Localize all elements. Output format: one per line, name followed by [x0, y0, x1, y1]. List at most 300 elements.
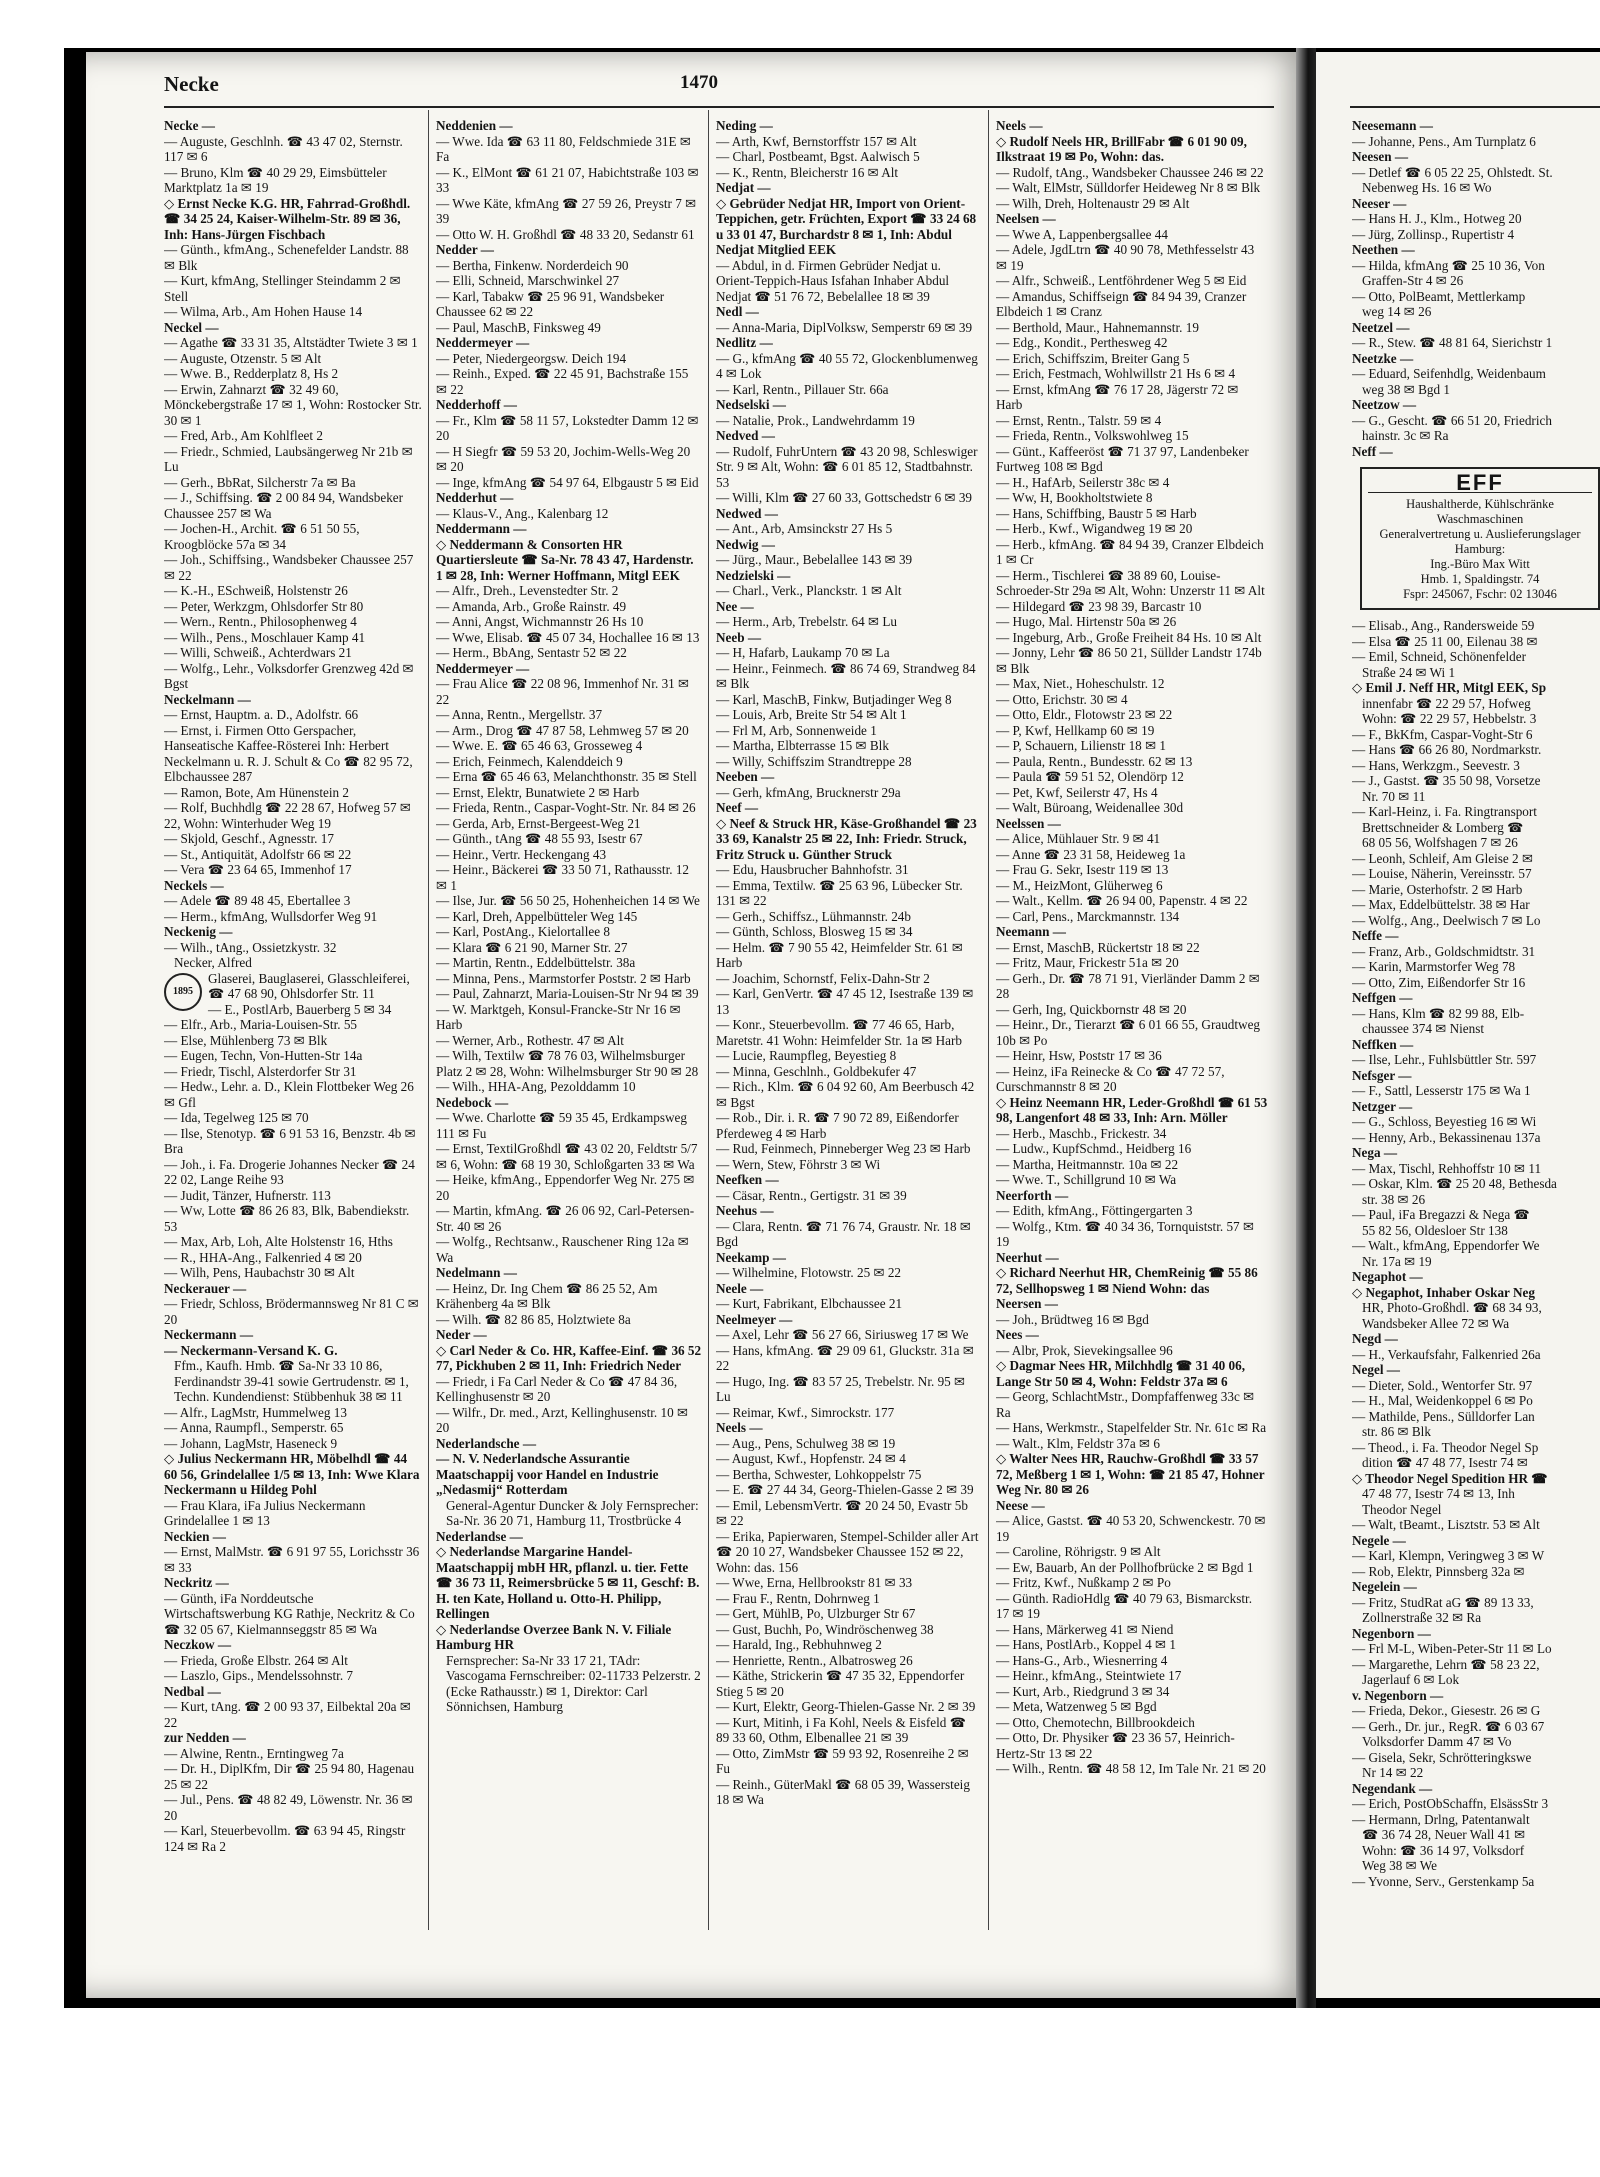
directory-entry: — Mathilde, Pens., Sülldorfer Lan: [1352, 1408, 1535, 1424]
directory-entry: — Wilh., Rentn. ☎ 48 58 12, Im Tale Nr. 21 ✉ 20: [996, 1761, 1266, 1776]
directory-entry: ◇ Ernst Necke K.G. HR, Fahrrad-Großhdl. ☎ 34 25 24, Kaiser-Wilhelm-Str. 89 ✉ 36, Inh: Hans-Jürgen Fischbach: [164, 195, 411, 242]
directory-entry: — Wilma, Arb., Am Hohen Hause 14: [164, 304, 363, 319]
directory-entry: Neckerauer —: [164, 1280, 247, 1296]
directory-entry: — Hans ☎ 66 26 80, Nordmarkstr.: [1352, 742, 1542, 757]
directory-entry: — Helm. ☎ 7 90 55 42, Heimfelder Str. 61 ✉ Harb: [716, 939, 963, 970]
directory-entry: — Herb., kfmAng. ☎ 84 94 39, Cranzer Elbdeich 1 ✉ Cr: [996, 536, 1264, 567]
directory-entry: — Frau G. Sekr, Isestr 119 ✉ 13: [996, 862, 1169, 877]
directory-entry: — Erika, Papierwaren, Stempel-Schilder aller Art ☎ 20 10 27, Wandsbeker Chaussee 152 ✉ 22, Wohn: das. 156: [716, 1528, 979, 1575]
directory-entry: — Henny, Arb., Bekassinenau 137a: [1352, 1129, 1541, 1145]
directory-entry: Negendank —: [1352, 1780, 1433, 1796]
directory-entry: — H., Verkaufsfahr, Falkenried 26a: [1352, 1346, 1541, 1362]
directory-entry: Nee —: [716, 598, 754, 614]
directory-entry: — Karl, PostAng., Kielortallee 8: [436, 924, 610, 939]
directory-entry: Neetzke —: [1352, 350, 1414, 366]
directory-entry: — Ww, Lotte ☎ 86 26 83, Blk, Babendiekstr. 53: [164, 1203, 410, 1234]
directory-entry: — Rich., Klm. ☎ 6 04 92 60, Am Beerbusch 42 ✉ Bgst: [716, 1079, 975, 1110]
directory-entry: — Adele ☎ 89 48 45, Ebertallee 3: [164, 893, 351, 908]
directory-entry: — Günth. RadioHdlg ☎ 40 79 63, Bismarckstr. 17 ✉ 19: [996, 1590, 1252, 1621]
directory-entry: — Max, Eddelbüttelstr. 38 ✉ Har: [1352, 897, 1530, 912]
directory-entry: Neff —: [1352, 443, 1393, 459]
directory-entry: — Max, Niet., Hoheschulstr. 12: [996, 676, 1165, 691]
directory-entry: Glaserei, Bauglaserei, Glasschleiferei, ☎ 47 68 90, Ohlsdorfer Str. 11: [208, 970, 410, 1001]
directory-entry: — Johanne, Pens., Am Turnplatz 6: [1352, 133, 1536, 149]
directory-entry: Negd —: [1352, 1331, 1398, 1346]
directory-entry: — Reinh., GüterMakl ☎ 68 05 39, Wassersteig 18 ✉ Wa: [716, 1776, 970, 1807]
directory-entry: — Walt., Klm, Feldstr 37a ✉ 6: [996, 1435, 1160, 1451]
directory-entry: — Friedr, Tischl, Alsterdorfer Str 31: [164, 1063, 357, 1079]
directory-entry: Wohn: ☎ 22 29 57, Hebbelstr. 3: [1362, 711, 1537, 726]
directory-entry: — Frieda, Rentn., Volkswohlweg 15: [996, 428, 1189, 443]
directory-entry: ◇ Heinz Neemann HR, Leder-Großhdl ☎ 61 53 98, Langenfort 48 ✉ 33, Inh: Arn. Möller: [996, 1094, 1268, 1125]
directory-entry: — Frieda, Große Elbstr. 264 ✉ Alt: [164, 1652, 348, 1668]
directory-entry: Nr 14 ✉ 22: [1362, 1765, 1424, 1780]
directory-entry: Neeser —: [1352, 195, 1407, 211]
ad-line: Haushaltherde, Kühlschränke: [1406, 497, 1554, 511]
directory-entry: — Friedr., Schmied, Laubsängerweg Nr 21b ✉ Lu: [164, 443, 413, 474]
directory-entry: — Jul., Pens. ☎ 48 82 49, Löwenstr. Nr. 36 ✉ 20: [164, 1792, 413, 1823]
directory-entry: — G., Gescht. ☎ 66 51 20, Friedrich: [1352, 412, 1552, 428]
directory-entry: — F., BkKfm, Caspar-Voght-Str 6: [1352, 726, 1533, 742]
directory-entry: — Wolfg., Ang., Deelwisch 7 ✉ Lo: [1352, 912, 1541, 928]
directory-entry: — Charl., Verk., Planckstr. 1 ✉ Alt: [716, 583, 902, 598]
directory-entry: ◇ Rudolf Neels HR, BrillFabr ☎ 6 01 90 09, Ilkstraat 19 ✉ Po, Wohn: das.: [996, 133, 1247, 164]
directory-entry: — Vera ☎ 23 64 65, Immenhof 17: [164, 862, 352, 877]
directory-entry: innenfabr ☎ 22 29 57, Hofweg: [1362, 695, 1531, 711]
directory-entry: — Hans, Schiffbing, Baustr 5 ✉ Harb: [996, 505, 1197, 521]
directory-entry: Nr. 17a ✉ 19: [1362, 1253, 1432, 1269]
directory-entry: General-Agentur Duncker & Joly Fernsprecher: Sa-Nr. 36 20 71, Hamburg 11, Trostbrücke 4: [446, 1497, 699, 1528]
directory-entry: — Bruno, Klm ☎ 40 29 29, Eimsbütteler Marktplatz 1a ✉ 19: [164, 164, 387, 195]
directory-entry: — E. ☎ 27 44 34, Georg-Thielen-Gasse 2 ✉ 39: [716, 1482, 974, 1497]
directory-entry: Neddermeyer —: [436, 335, 530, 350]
directory-column-2: [436, 118, 702, 1938]
directory-entry: — Arth, Kwf, Bernstorffstr 157 ✉ Alt: [716, 133, 917, 149]
directory-entry: — Fred, Arb., Am Kohlfleet 2: [164, 428, 323, 443]
directory-entry: — Judit, Tänzer, Hufnerstr. 113: [164, 1187, 331, 1203]
directory-entry: — G., Schloss, Beyestieg 16 ✉ Wi: [1352, 1114, 1537, 1129]
directory-entry: — Emil, LebensmVertr. ☎ 20 24 50, Evastr 5b ✉ 22: [716, 1497, 968, 1528]
directory-entry: — Heinz, iFa Reinecke & Co ☎ 47 72 57, Curschmannstr 8 ✉ 20: [996, 1063, 1225, 1094]
directory-entry: ☎ 36 74 28, Neuer Wall 41 ✉: [1362, 1827, 1526, 1842]
book-gutter: [1296, 48, 1316, 2008]
brand-logo: EFF: [1368, 475, 1592, 493]
directory-entry: — Walt., kfmAng, Eppendorfer We: [1352, 1238, 1540, 1253]
directory-entry: — Otto, Dr. Physiker ☎ 23 36 57, Heinrich-Hertz-Str 13 ✉ 22: [996, 1730, 1235, 1761]
directory-entry: — Joh., Brüdtweg 16 ✉ Bgd: [996, 1311, 1149, 1327]
directory-entry: — Günth, iFa Norddeutsche Wirtschaftswerbung KG Rathje, Neckritz & Co ☎ 32 05 67, Kielmannseggstr 85 ✉ Wa: [164, 1590, 415, 1637]
directory-entry: Neczkow —: [164, 1637, 232, 1652]
directory-entry: Neef —: [716, 800, 759, 815]
directory-entry: ◇ Dagmar Nees HR, Milchhdlg ☎ 31 40 06, Lange Str 50 ✉ 4, Wohn: Feldstr 37a ✉ 6: [996, 1358, 1246, 1389]
directory-entry: — Erwin, Zahnarzt ☎ 32 49 60, Mönckebergstraße 17 ✉ 1, Wohn: Rostocker Str. 30 ✉ 1: [164, 381, 422, 428]
directory-entry: — Frieda, Rentn., Caspar-Voght-Str. Nr. 84 ✉ 26: [436, 800, 696, 815]
directory-entry: — Wilh, Dreh, Holtenaustr 29 ✉ Alt: [996, 195, 1190, 211]
directory-entry: — Ramon, Bote, Am Hünenstein 2: [164, 784, 349, 800]
directory-entry: — Leonh, Schleif, Am Gleise 2 ✉: [1352, 850, 1533, 866]
directory-entry: — Otto, Erichstr. 30 ✉ 4: [996, 691, 1128, 707]
ad-line: Generalvertretung u. Auslieferungslager Hamburg:: [1379, 527, 1581, 556]
directory-entry: — Auguste, Otzenstr. 5 ✉ Alt: [164, 350, 322, 366]
directory-entry: — H Siegfr ☎ 59 53 20, Jochim-Wells-Weg 20 ✉ 20: [436, 443, 691, 474]
directory-entry: — Bertha, Finkenw. Norderdeich 90: [436, 257, 629, 273]
directory-entry: — Pet, Kwf, Seilerstr 47, Hs 4: [996, 784, 1158, 800]
column-divider: [708, 110, 709, 1930]
directory-entry: Jagerlauf 6 ✉ Lok: [1362, 1672, 1460, 1687]
directory-entry: — Emma, Textilw. ☎ 25 63 96, Lübecker Str. 131 ✉ 22: [716, 877, 963, 908]
directory-entry: — Fr., Klm ☎ 58 11 57, Lokstedter Damm 12 ✉ 20: [436, 412, 699, 443]
directory-entry: — M., HeizMont, Glüherweg 6: [996, 877, 1163, 893]
directory-entry: — Elli, Schneid, Marschwinkel 27: [436, 273, 620, 288]
directory-entry: — Amanda, Arb., Große Rainstr. 49: [436, 598, 627, 614]
directory-entry: — Anna, Raumpfl., Semperstr. 65: [164, 1420, 344, 1435]
directory-entry: — Hugo, Mal. Hirtenstr 50a ✉ 26: [996, 614, 1177, 629]
directory-entry: — Otto, Zim, Eißendorfer Str 16: [1352, 974, 1526, 990]
directory-entry: — Inge, kfmAng ☎ 54 97 64, Elbgaustr 5 ✉ Eid: [436, 474, 699, 490]
directory-entry: Nedwed —: [716, 505, 778, 521]
directory-entry: — Paula, Rentn., Bundesstr. 62 ✉ 13: [996, 753, 1193, 769]
directory-entry: Fernsprecher: Sa-Nr 33 17 21, TAdr: Vascogama Fernschreiber: 02-11733 Pelzerstr. 2 (Ecke Rathausstr.) ✉ 1, Direktor: Carl Sönnichsen, Hamburg: [446, 1652, 701, 1714]
directory-entry: Nedderhut —: [436, 490, 514, 505]
directory-entry: — Ilse, Jur. ☎ 56 50 25, Hohenheichen 14 ✉ We: [436, 893, 700, 908]
directory-entry: — Wern, Stew, Föhrstr 3 ✉ Wi: [716, 1156, 881, 1172]
directory-entry: — Fritz, Kwf., Nußkamp 2 ✉ Po: [996, 1575, 1171, 1590]
directory-entry: — K., ElMont ☎ 61 21 07, Habichtstraße 103 ✉ 33: [436, 164, 699, 195]
column-divider: [988, 110, 989, 1930]
directory-entry: — Anni, Angst, Wichmannstr 26 Hs 10: [436, 614, 644, 629]
directory-entry: — Martin, kfmAng. ☎ 26 06 92, Carl-Petersen-Str. 40 ✉ 26: [436, 1203, 695, 1234]
directory-entry: — P, Kwf, Hellkamp 60 ✉ 19: [996, 722, 1155, 738]
directory-entry: Neesen —: [1352, 149, 1409, 164]
directory-entry: — Walt, tBeamt., Lisztstr. 53 ✉ Alt: [1352, 1517, 1540, 1532]
directory-entry: — Friedr, Schloss, Brödermannsweg Nr 81 C ✉ 20: [164, 1296, 419, 1327]
directory-entry: — Rud, Feinmech, Pinneberger Weg 23 ✉ Harb: [716, 1141, 971, 1156]
directory-entry: — Wwe. T., Schillgrund 10 ✉ Wa: [996, 1172, 1177, 1187]
directory-entry: Neeben —: [716, 769, 775, 784]
directory-entry: ◇ Theodor Negel Spedition HR ☎: [1352, 1470, 1548, 1486]
directory-entry: — Georg, SchlachtMstr., Dompfaffenweg 33c ✉ Ra: [996, 1389, 1255, 1420]
directory-entry: — Wern., Rentn., Philosophenweg 4: [164, 614, 357, 629]
directory-entry: v. Negenborn —: [1352, 1687, 1444, 1703]
directory-entry: — Charl, Postbeamt, Bgst. Aalwisch 5: [716, 149, 920, 164]
directory-entry: — Kurt, Mitinh, i Fa Kohl, Neels & Eisfeld ☎ 89 33 60, Othm, Elbenallee 21 ✉ 39: [716, 1714, 967, 1745]
directory-entry: Nedzielski —: [716, 567, 791, 583]
directory-entry: — Ernst, MalMstr. ☎ 6 91 97 55, Lorichsstr 36 ✉ 33: [164, 1544, 420, 1575]
directory-entry: — Emil, Schneid, Schönenfelder: [1352, 649, 1526, 664]
directory-entry: — Lucie, Raumpfleg, Beyestieg 8: [716, 1048, 897, 1063]
directory-entry: — Hans H. J., Klm., Hotweg 20: [1352, 211, 1522, 226]
directory-entry: Brettschneider & Lomberg ☎: [1362, 819, 1524, 835]
directory-entry: — Willy, Schiffszim Strandtreppe 28: [716, 753, 912, 769]
directory-entry: Nederlandse —: [436, 1528, 523, 1544]
directory-entry: Neckenig —: [164, 924, 233, 939]
directory-entry: — Harald, Ing., Rebhuhnweg 2: [716, 1637, 882, 1652]
directory-entry: — Hilda, kfmAng ☎ 25 10 36, Von: [1352, 257, 1545, 273]
directory-entry: — Wolfg., Lehr., Volksdorfer Grenzweg 42d ✉ Bgst: [164, 660, 414, 691]
directory-entry: — Reinh., Exped. ☎ 22 45 91, Bachstraße 155 ✉ 22: [436, 366, 689, 397]
directory-entry: ◇ Nederlandse Margarine Handel-Maatschappij mbH HR, pflanzl. u. tier. Fette ☎ 36 73 11, Reimersbrücke 5 ✉ 11, Geschf: B. H. ten Kate, Holland u. Otto-H. Philipp, Rellingen: [436, 1544, 700, 1621]
directory-entry: Neese —: [996, 1497, 1045, 1513]
directory-entry: Neels —: [996, 118, 1043, 133]
directory-entry: ◇ Julius Neckermann HR, Möbelhdl ☎ 44 60 56, Grindelallee 1/5 ✉ 13, Inh: Wwe Klara Neckermann u Hildeg Pohl: [164, 1451, 420, 1497]
directory-entry: — Klaus-V., Ang., Kalenbarg 12: [436, 505, 609, 521]
directory-entry: — Ernst, kfmAng ☎ 76 17 28, Jägerstr 72 ✉ Harb: [996, 381, 1239, 412]
directory-entry: — Ingeburg, Arb., Große Freiheit 84 Hs. 10 ✉ Alt: [996, 629, 1262, 645]
directory-entry: — Heinr, Hsw, Poststr 17 ✉ 36: [996, 1048, 1162, 1063]
directory-entry: Neckien —: [164, 1528, 226, 1544]
directory-entry: Neckritz —: [164, 1575, 229, 1590]
directory-entry: — Johann, LagMstr, Haseneck 9: [164, 1435, 338, 1451]
directory-entry: — Günth., kfmAng., Schenefelder Landstr. 88 ✉ Blk: [164, 242, 409, 273]
directory-entry: — Hedw., Lehr. a. D., Klein Flottbeker Weg 26 ✉ Gfl: [164, 1079, 414, 1110]
directory-entry: — Agathe ☎ 33 31 35, Altstädter Twiete 3 ✉ 1: [164, 335, 418, 350]
directory-entry: — Martha, Heitmannstr. 10a ✉ 22: [996, 1156, 1179, 1172]
directory-entry: — Rudolf, FuhrUntern ☎ 43 20 98, Schleswiger Str. 9 ✉ Alt, Wohn: ☎ 6 01 85 12, Stadtbahnstr. 53: [716, 443, 978, 490]
directory-entry: — Alice, Gastst. ☎ 40 53 20, Schwenckestr. 70 ✉ 19: [996, 1513, 1266, 1544]
directory-entry: — Hans, Werkmstr., Stapelfelder Str. Nr. 61c ✉ Ra: [996, 1420, 1267, 1435]
directory-entry: — Erna ☎ 65 46 63, Melanchthonstr. 35 ✉ Stell: [436, 769, 697, 784]
directory-entry: Neekamp —: [716, 1249, 786, 1265]
directory-entry: — Karl-Heinz, i. Fa. Ringtransport: [1352, 804, 1537, 819]
directory-entry: — Klara ☎ 6 21 90, Marner Str. 27: [436, 939, 628, 955]
directory-entry: Neefken —: [716, 1172, 779, 1187]
directory-entry: — N. V. Nederlandsche Assurantie Maatschappij voor Handel en Industrie „Nedasmij“ Rotterdam: [436, 1451, 659, 1497]
directory-entry: — H, Hafarb, Laukamp 70 ✉ La: [716, 645, 890, 660]
directory-entry: Neder —: [436, 1327, 487, 1342]
directory-entry: dition ☎ 47 48 77, Isestr 74 ✉: [1362, 1455, 1528, 1470]
directory-entry: 55 82 56, Oldesloer Str 138: [1362, 1222, 1508, 1238]
directory-entry: Neding —: [716, 118, 773, 133]
directory-entry: — E., PostlArb, Bauerberg 5 ✉ 34: [208, 1001, 392, 1017]
directory-entry: — Wwe. Charlotte ☎ 59 35 45, Erdkampsweg 111 ✉ Fu: [436, 1110, 687, 1141]
directory-entry: Neelsen —: [996, 211, 1056, 226]
directory-entry: — Meta, Watzenweg 5 ✉ Bgd: [996, 1699, 1157, 1714]
directory-entry: — Frau Klara, iFa Julius Neckermann Grindelallee 1 ✉ 13: [164, 1497, 366, 1528]
directory-entry: — Edu, Hausbrucher Bahnhofstr. 31: [716, 862, 909, 877]
directory-entry: — G., kfmAng ☎ 40 55 72, Glockenblumenweg 4 ✉ Lok: [716, 350, 978, 381]
directory-entry: — Willi, Schweiß., Achterdwars 21: [164, 645, 352, 660]
directory-entry: — Wwe, Elisab. ☎ 45 07 34, Hochallee 16 ✉ 13: [436, 629, 700, 645]
directory-entry: — Erich, Festmach, Wohlwillstr 21 Hs 6 ✉ 4: [996, 366, 1236, 381]
directory-entry: Neesemann —: [1352, 118, 1433, 133]
directory-entry: 68 05 56, Wolfshagen 7 ✉ 26: [1362, 835, 1518, 850]
directory-entry: Volksdorfer Damm 47 ✉ Vo: [1362, 1734, 1512, 1749]
directory-entry: ◇ Gebrüder Nedjat HR, Import von Orient-Teppichen, getr. Früchten, Export ☎ 33 24 68 u 33 01 47, Burchardstr 8 ✉ 1, Inh: Abdul Nedjat Mitglied EEK: [716, 195, 977, 257]
directory-entry: zur Nedden —: [164, 1730, 246, 1745]
directory-entry: ◇ Walter Nees HR, Rauchw-Großhdl ☎ 33 57 72, Meßberg 1 ✉ 1, Wohn: ☎ 21 85 47, Hohner Weg Nr. 80 ✉ 26: [996, 1451, 1265, 1497]
directory-entry: — J., Gastst. ☎ 35 50 98, Vorsetze: [1352, 773, 1541, 788]
directory-entry: Nedjat —: [716, 180, 771, 195]
ad-line: Hmb. 1, Spaldingstr. 74: [1420, 572, 1540, 586]
directory-entry: — Bertha, Schwester, Lohkoppelstr 75: [716, 1466, 922, 1482]
directory-entry: — Ernst, TextilGroßhdl ☎ 43 02 20, Feldtstr 5/7 ✉ 6, Wohn: ☎ 68 19 30, Schloßgarten 33 ✉ Wa: [436, 1141, 698, 1172]
directory-entry: — Alwine, Rentn., Erntingweg 7a: [164, 1745, 344, 1761]
directory-entry: — Werner, Arb., Rothestr. 47 ✉ Alt: [436, 1032, 624, 1048]
directory-entry: — Frau Alice ☎ 22 08 96, Immenhof Nr. 31 ✉ 22: [436, 676, 690, 707]
directory-entry: — Karin, Marmstorfer Weg 78: [1352, 959, 1516, 974]
directory-entry: Neels —: [716, 1420, 763, 1435]
directory-entry: — Oskar, Klm. ☎ 25 20 48, Bethesda: [1352, 1176, 1557, 1191]
directory-entry: — Karl, Klempn, Veringweg 3 ✉ W: [1352, 1548, 1545, 1563]
directory-entry: — Hans, PostlArb., Koppel 4 ✉ 1: [996, 1637, 1176, 1652]
directory-entry: Neeb —: [716, 629, 762, 645]
directory-entry: — Elfr., Arb., Maria-Louisen-Str. 55: [164, 1017, 358, 1032]
directory-entry: Netzger —: [1352, 1098, 1413, 1114]
directory-column-5: [1352, 118, 1600, 1938]
directory-entry: — Karl, MaschB, Finkw, Butjadinger Weg 8: [716, 691, 952, 707]
directory-entry: — Günt., Kaffeeröst ☎ 71 37 97, Landenbeker Furtweg 108 ✉ Bgd: [996, 443, 1249, 474]
directory-entry: — Ida, Tegelweg 125 ✉ 70: [164, 1110, 309, 1125]
directory-entry: — Heike, kfmAng., Eppendorfer Weg Nr. 275 ✉ 20: [436, 1172, 695, 1203]
directory-entry: — Max, Tischl, Rehhoffstr 10 ✉ 11: [1352, 1160, 1542, 1176]
directory-entry: — Minna, Pens., Marmstorfer Poststr. 2 ✉ Harb: [436, 970, 691, 986]
directory-entry: — Herm., BbAng, Sentastr 52 ✉ 22: [436, 645, 627, 660]
directory-entry: Neckelmann —: [164, 691, 251, 707]
directory-entry: — Gerh., Schiffsz., Lühmannstr. 24b: [716, 908, 911, 924]
directory-entry: — Gust, Buchh, Po, Windröschenweg 38: [716, 1621, 934, 1637]
directory-entry: — Walt, Büroang, Weidenallee 30d: [996, 800, 1184, 815]
directory-entry: — Adele, JgdLtrn ☎ 40 90 78, Methfesselstr 43 ✉ 19: [996, 242, 1255, 273]
directory-entry: — Neckermann-Versand K. G.: [164, 1342, 338, 1358]
directory-entry: — Walt., Kellm. ☎ 26 94 00, Papenstr. 4 ✉ 22: [996, 893, 1248, 908]
directory-entry: — Wwe A, Lappenbergsallee 44: [996, 226, 1168, 242]
directory-entry: — Gerh, Ing, Quickbornstr 48 ✉ 20: [996, 1001, 1187, 1017]
directory-entry: Neerforth —: [996, 1187, 1069, 1203]
directory-entry: — R., Stew. ☎ 48 81 64, Sierichstr 1: [1352, 335, 1553, 350]
directory-entry: — Friedr, i Fa Carl Neder & Co ☎ 47 84 36, Kellinghusenstr ✉ 20: [436, 1373, 678, 1404]
directory-entry: — Heinr., Bäckerei ☎ 33 50 71, Rathausstr. 12 ✉ 1: [436, 862, 690, 893]
directory-entry: — Herb., Kwf., Wigandweg 19 ✉ 20: [996, 521, 1193, 536]
directory-entry: — Amandus, Schiffseign ☎ 84 94 39, Cranzer Elbdeich 1 ✉ Cranz: [996, 288, 1247, 319]
directory-entry: ◇ Negaphot, Inhaber Oskar Neg: [1352, 1284, 1535, 1300]
advertisement-box: [1360, 467, 1600, 610]
directory-entry: — Hans, kfmAng. ☎ 29 09 61, Gluckstr. 31a ✉ 22: [716, 1342, 974, 1373]
directory-entry: Zollnerstraße 32 ✉ Ra: [1362, 1610, 1482, 1625]
directory-entry: — Heinr., kfmAng., Steintwiete 17: [996, 1668, 1182, 1683]
directory-entry: Necker, Alfred: [174, 955, 252, 970]
directory-entry: Neelssen —: [996, 815, 1061, 831]
directory-entry: — Wilh., tAng., Ossietzkystr. 32: [164, 939, 337, 955]
directory-entry: — Ernst, Rentn., Talstr. 59 ✉ 4: [996, 412, 1162, 428]
directory-entry: — Rudolf, tAng., Wandsbeker Chaussee 246 ✉ 22: [996, 164, 1264, 180]
directory-entry: — Wilhelmine, Flotowstr. 25 ✉ 22: [716, 1265, 902, 1280]
directory-entry: Nederlandsche —: [436, 1435, 537, 1451]
directory-entry: Nedder —: [436, 242, 494, 257]
directory-entry: Nebenweg Hs. 16 ✉ Wo: [1362, 180, 1492, 195]
directory-entry: str. 38 ✉ 26: [1362, 1191, 1426, 1207]
directory-entry: Wohn: ☎ 36 14 97, Volksdorf: [1362, 1842, 1525, 1858]
directory-entry: Neddermeyer —: [436, 660, 530, 676]
directory-entry: — Karl, Tabakw ☎ 25 96 91, Wandsbeker Chaussee 62 ✉ 22: [436, 288, 665, 319]
directory-entry: — Elsa ☎ 25 11 00, Eilenau 38 ✉: [1352, 633, 1538, 649]
directory-entry: Neffken —: [1352, 1036, 1414, 1052]
directory-entry: — Paul, Zahnarzt, Maria-Louisen-Str Nr 94 ✉ 39: [436, 986, 699, 1001]
directory-entry: — Herm., Tischlerei ☎ 38 89 60, Louise-Schroeder-Str 29a ✉ Alt, Wohn: Unzerstr 11 ✉ Alt: [996, 567, 1265, 598]
directory-entry: — Alfr., Dreh., Levenstedter Str. 2: [436, 583, 619, 598]
directory-entry: — Laszlo, Gips., Mendelssohnstr. 7: [164, 1668, 354, 1683]
directory-entry: — Dr. H., DiplKfm, Dir ☎ 25 94 80, Hagenau 25 ✉ 22: [164, 1761, 415, 1792]
directory-entry: — Frieda, Dekor., Giesestr. 26 ✉ G: [1352, 1703, 1541, 1718]
directory-entry: Nedbal —: [164, 1683, 221, 1699]
directory-entry: — Ernst, Elektr, Bunatwiete 2 ✉ Harb: [436, 784, 640, 800]
directory-entry: Neffgen —: [1352, 990, 1413, 1005]
directory-entry: — Gerh., Dr. ☎ 78 71 91, Vierländer Damm 2 ✉ 28: [996, 970, 1260, 1001]
directory-entry: — Alfr., LagMstr, Hummelweg 13: [164, 1404, 347, 1420]
directory-entry: — Rob, Elektr, Pinnsberg 32a ✉: [1352, 1563, 1525, 1579]
directory-entry: — Frl M, Arb, Sonnenweide 1: [716, 722, 877, 738]
directory-entry: — Fritz, Maur, Frickestr 51a ✉ 20: [996, 955, 1179, 970]
directory-entry: Weg 38 ✉ We: [1362, 1858, 1437, 1873]
directory-entry: Nedderhoff —: [436, 397, 517, 412]
directory-entry: — Karl, Rentn., Pillauer Str. 66a: [716, 381, 889, 397]
directory-entry: — Carl, Pens., Marckmannstr. 134: [996, 908, 1180, 924]
directory-entry: Wandsbeker Allee 72 ✉ Wa: [1362, 1315, 1510, 1331]
directory-entry: chaussee 374 ✉ Nienst: [1362, 1021, 1485, 1036]
directory-entry: weg 14 ✉ 26: [1362, 304, 1432, 319]
directory-entry: — Wilh, Textilw ☎ 78 76 03, Wilhelmsburger Platz 2 ✉ 28, Wohn: Wilhelmsburger Str 90 ✉ 28: [436, 1048, 699, 1079]
directory-entry: Nr. 70 ✉ 11: [1362, 788, 1426, 804]
directory-entry: weg 38 ✉ Bgd 1: [1362, 381, 1450, 397]
directory-entry: — Skjold, Geschf., Agnesstr. 17: [164, 831, 334, 846]
directory-entry: Nees —: [996, 1327, 1039, 1342]
directory-entry: — Hugo, Ing. ☎ 83 57 25, Trebelstr. Nr. 95 ✉ Lu: [716, 1373, 966, 1404]
directory-entry: 47 48 77, Isestr 74 ✉ 13, Inh: [1362, 1486, 1515, 1501]
directory-entry: — Kurt, tAng. ☎ 2 00 93 37, Eilbektal 20a ✉ 22: [164, 1699, 411, 1730]
directory-entry: ◇ Nederlandse Overzee Bank N. V. Filiale Hamburg HR: [436, 1621, 672, 1652]
directory-entry: — Kurt, Elektr, Georg-Thielen-Gasse Nr. 2 ✉ 39: [716, 1699, 976, 1714]
directory-entry: — Günth., tAng ☎ 48 55 93, Isestr 67: [436, 831, 643, 846]
directory-entry: — Karl, Dreh, Appelbütteler Weg 145: [436, 908, 638, 924]
page-number: 1470: [680, 72, 718, 93]
directory-entry: Neerhut —: [996, 1249, 1059, 1265]
directory-entry: — Ilse, Lehr., Fuhlsbüttler Str. 597: [1352, 1052, 1537, 1067]
directory-entry: — Edith, kfmAng., Föttingergarten 3: [996, 1203, 1193, 1218]
directory-entry: — Jochen-H., Archit. ☎ 6 51 50 55, Kroogblöcke 57a ✉ 34: [164, 521, 360, 552]
directory-entry: — Peter, Niedergeorgsw. Deich 194: [436, 350, 627, 366]
directory-entry: — R., HHA-Ang., Falkenried 4 ✉ 20: [164, 1249, 362, 1265]
directory-entry: — Paula ☎ 59 51 52, Olendörp 12: [996, 769, 1184, 784]
directory-entry: Neckel —: [164, 319, 219, 335]
directory-entry: — St., Antiquität, Adolfstr 66 ✉ 22: [164, 846, 352, 862]
directory-entry: — Axel, Lehr ☎ 56 27 66, Siriusweg 17 ✉ We: [716, 1327, 969, 1342]
directory-entry: — Louis, Arb, Breite Str 54 ✉ Alt 1: [716, 707, 907, 722]
directory-entry: — Ww, H, Bookholtstwiete 8: [996, 490, 1153, 505]
directory-entry: — Kurt, Fabrikant, Elbchaussee 21: [716, 1296, 903, 1311]
directory-entry: — Natalie, Prok., Landwehrdamm 19: [716, 412, 915, 428]
directory-entry: — Wolfg., Ktm. ☎ 40 34 36, Tornquiststr. 57 ✉ 19: [996, 1218, 1254, 1249]
directory-entry: — Fritz, StudRat aG ☎ 89 13 33,: [1352, 1594, 1534, 1610]
directory-entry: — August, Kwf., Hopfenstr. 24 ✉ 4: [716, 1451, 906, 1466]
directory-entry: — Günth, Schloss, Blosweg 15 ✉ 34: [716, 924, 913, 939]
directory-entry: — Gert, MühlB, Po, Ulzburger Str 67: [716, 1606, 916, 1621]
directory-entry: Neemann —: [996, 924, 1066, 939]
directory-entry: Neethen —: [1352, 242, 1415, 257]
directory-entry: — Max, Arb, Loh, Alte Holstenstr 16, Hths: [164, 1234, 393, 1249]
directory-entry: — Abdul, in d. Firmen Gebrüder Nedjat u. Orient-Teppich-Haus Isfahan Inhaber Abdul Nedjat ☎ 51 76 72, Bebelallee 18 ✉ 39: [716, 257, 950, 304]
directory-entry: — Wilh., HHA-Ang, Pezolddamm 10: [436, 1079, 636, 1094]
directory-entry: — Rob., Dir. i. R. ☎ 7 90 72 89, Eißendorfer Pferdeweg 4 ✉ Harb: [716, 1110, 959, 1141]
directory-entry: — Alice, Mühlauer Str. 9 ✉ 41: [996, 831, 1161, 846]
directory-entry: — Konr., Steuerbevollm. ☎ 77 46 65, Harb, Maretstr. 41 Wohn: Heimfelder Str. 1a ✉ Harb: [716, 1017, 962, 1048]
directory-entry: — Edg., Kondit., Perthesweg 42: [996, 335, 1168, 350]
directory-entry: ◇ Neddermann & Consorten HR Quartiersleute ☎ Sa-Nr. 78 43 47, Hardenstr. 1 ✉ 28, Inh: Werner Hoffmann, Mitgl EEK: [436, 536, 694, 583]
directory-entry: Negelein —: [1352, 1579, 1417, 1594]
directory-entry: — Theod., i. Fa. Theodor Negel Sp: [1352, 1439, 1539, 1455]
ad-line: Waschmaschinen: [1436, 512, 1524, 526]
directory-entry: — Hans, Märkerweg 41 ✉ Niend: [996, 1621, 1174, 1637]
directory-entry: — Clara, Rentn. ☎ 71 76 74, Graustr. Nr. 18 ✉ Bgd: [716, 1218, 971, 1249]
directory-entry: — Ludw., KupfSchmd., Heidberg 16: [996, 1141, 1192, 1156]
